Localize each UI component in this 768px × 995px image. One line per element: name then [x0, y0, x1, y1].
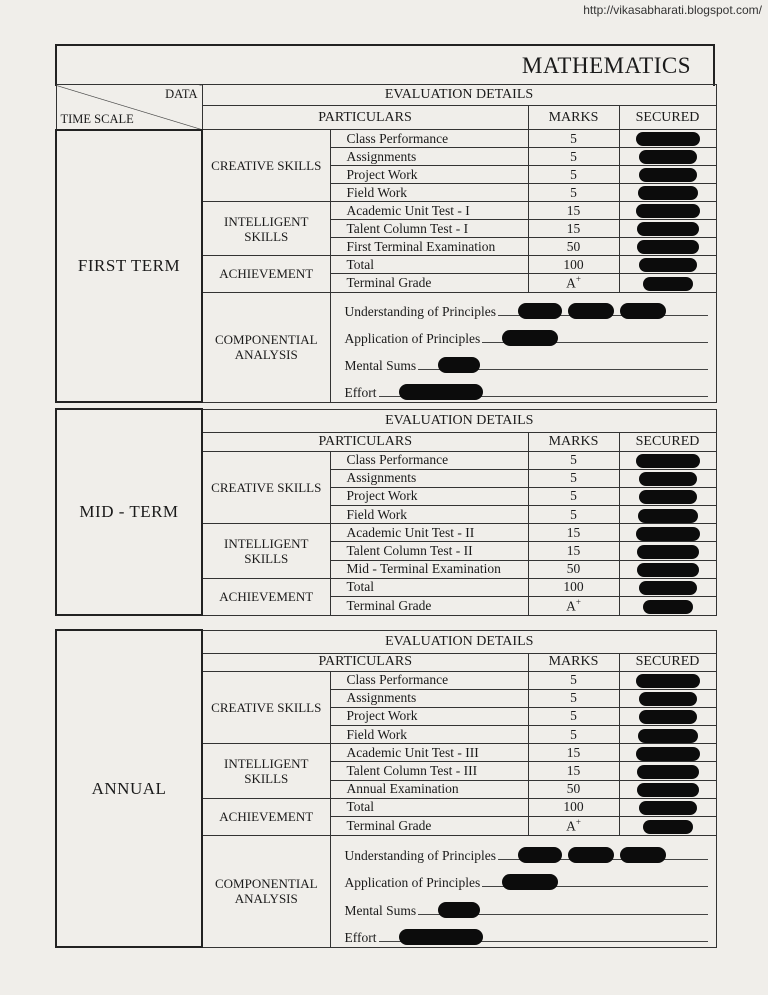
marks-header: MARKS [528, 106, 619, 130]
particular-name: Class Performance [330, 451, 528, 469]
marks-value [528, 506, 619, 524]
evaluation-details-header: EVALUATION DETAILS [202, 85, 716, 106]
redaction-mark [638, 509, 698, 523]
particular-name: Class Performance [330, 130, 528, 148]
marks-text: 5 [570, 672, 577, 688]
marks-value [528, 148, 619, 166]
secured-value-redacted [619, 148, 716, 166]
marks-header: MARKS [528, 432, 619, 451]
marks-text: 5 [570, 452, 577, 468]
marks-value [528, 202, 619, 220]
marks-value [528, 560, 619, 578]
report-sheet [55, 44, 715, 956]
redaction-mark [399, 929, 483, 945]
term-label: FIRST TERM [56, 130, 202, 403]
componential-line [331, 891, 716, 919]
redaction-mark [502, 874, 558, 890]
creative-skills-group: CREATIVE SKILLS [202, 671, 330, 744]
term-section-1 [55, 408, 717, 616]
marks-text: 5 [570, 470, 577, 486]
particulars-header: PARTICULARS [202, 106, 528, 130]
marks-value [528, 762, 619, 780]
achievement-skills-group: ACHIEVEMENT [202, 256, 330, 293]
componential-answer-line [418, 355, 707, 370]
particular-name: Project Work [330, 166, 528, 184]
evaluation-details-header: EVALUATION DETAILS [202, 409, 716, 432]
particular-name: Talent Column Test - I [330, 220, 528, 238]
redaction-mark [518, 303, 562, 319]
particulars-header: PARTICULARS [202, 432, 528, 451]
redaction-mark [636, 747, 700, 761]
componential-analysis-group: COMPONENTIAL ANALYSIS [202, 292, 330, 402]
marks-value [528, 798, 619, 816]
corner-timescale-label: TIME SCALE [60, 111, 134, 126]
marks-value [528, 220, 619, 238]
secured-value-redacted [619, 506, 716, 524]
marks-value [528, 726, 619, 744]
particular-name: Annual Examination [330, 780, 528, 798]
componential-line [331, 293, 716, 320]
secured-value-redacted [619, 220, 716, 238]
marks-text: 5 [570, 488, 577, 504]
secured-value-redacted [619, 707, 716, 725]
componential-answer-line [418, 900, 707, 915]
particular-name: Terminal Grade [330, 274, 528, 293]
componential-line [331, 374, 716, 401]
term-section-2 [55, 629, 717, 948]
marks-value [528, 487, 619, 505]
secured-value-redacted [619, 762, 716, 780]
marks-text: A [566, 598, 576, 614]
redaction-mark [637, 783, 699, 797]
redaction-mark [643, 277, 693, 291]
secured-value-redacted [619, 184, 716, 202]
redaction-mark [568, 303, 614, 319]
particular-name: Total [330, 798, 528, 816]
componential-analysis-group: COMPONENTIAL ANALYSIS [202, 835, 330, 947]
creative-skills-group: CREATIVE SKILLS [202, 451, 330, 524]
secured-value-redacted [619, 274, 716, 293]
redaction-mark [636, 527, 700, 541]
marks-text: 5 [570, 506, 577, 522]
particular-name: Project Work [330, 487, 528, 505]
redaction-mark [438, 357, 480, 373]
marks-value [528, 451, 619, 469]
marks-header: MARKS [528, 653, 619, 671]
secured-value-redacted [619, 451, 716, 469]
secured-header: SECURED [619, 653, 716, 671]
redaction-mark [643, 600, 693, 614]
componential-line [331, 864, 716, 892]
particular-name: Talent Column Test - III [330, 762, 528, 780]
redaction-mark [568, 847, 614, 863]
redaction-mark [637, 765, 699, 779]
redaction-mark [620, 303, 666, 319]
componential-answer-line [379, 927, 708, 942]
particular-name: Total [330, 578, 528, 596]
particular-name: Mid - Terminal Examination [330, 560, 528, 578]
secured-value-redacted [619, 166, 716, 184]
intelligent-skills-group: INTELLIGENT SKILLS [202, 524, 330, 579]
marks-text: 15 [566, 763, 581, 779]
marks-text: 5 [570, 130, 577, 146]
componential-label: Effort [344, 930, 377, 945]
redaction-mark [502, 330, 558, 346]
grade-plus: + [575, 274, 581, 284]
redaction-mark [639, 581, 697, 595]
redaction-mark [399, 384, 483, 400]
particular-name: Terminal Grade [330, 597, 528, 616]
componential-label: Mental Sums [344, 902, 417, 918]
particular-name: Academic Unit Test - III [330, 744, 528, 762]
secured-value-redacted [619, 238, 716, 256]
componential-answer-line [379, 382, 708, 397]
redaction-mark [620, 847, 666, 863]
redaction-mark [639, 258, 697, 272]
marks-value [528, 578, 619, 596]
secured-value-redacted [619, 256, 716, 274]
watermark-url: http://vikasabharati.blogspot.com/ [583, 3, 762, 17]
particular-name: Assignments [330, 469, 528, 487]
redaction-mark [636, 674, 700, 688]
particular-name: Talent Column Test - II [330, 542, 528, 560]
intelligent-skills-group: INTELLIGENT SKILLS [202, 744, 330, 799]
secured-value-redacted [619, 130, 716, 148]
componential-label: Application of Principles [344, 331, 481, 346]
marks-value [528, 744, 619, 762]
secured-value-redacted [619, 487, 716, 505]
particular-name: Field Work [330, 726, 528, 744]
marks-value [528, 671, 619, 689]
componential-line [331, 320, 716, 347]
redaction-mark [639, 168, 697, 182]
componential-label: Mental Sums [344, 358, 417, 373]
grade-plus: + [575, 817, 581, 827]
marks-value [528, 597, 619, 616]
marks-value [528, 166, 619, 184]
marks-value [528, 689, 619, 707]
secured-value-redacted [619, 798, 716, 816]
redaction-mark [438, 902, 480, 918]
componential-answer-line [498, 845, 708, 860]
marks-value [528, 274, 619, 293]
secured-value-redacted [619, 578, 716, 596]
secured-value-redacted [619, 542, 716, 560]
marks-value [528, 130, 619, 148]
intelligent-skills-group: INTELLIGENT SKILLS [202, 202, 330, 256]
componential-analysis-lines [330, 835, 716, 947]
marks-value [528, 238, 619, 256]
term-label: ANNUAL [56, 630, 202, 947]
marks-text: 15 [566, 220, 581, 236]
corner-cell [56, 85, 202, 130]
marks-value [528, 256, 619, 274]
marks-text: 50 [566, 781, 581, 797]
secured-value-redacted [619, 469, 716, 487]
marks-text: 15 [566, 524, 581, 540]
secured-value-redacted [619, 524, 716, 542]
marks-text: 50 [566, 561, 581, 577]
marks-text: 5 [570, 726, 577, 742]
secured-value-redacted [619, 817, 716, 836]
componential-answer-line [498, 301, 708, 316]
achievement-skills-group: ACHIEVEMENT [202, 578, 330, 615]
subject-title: MATHEMATICS [521, 53, 691, 78]
creative-skills-group: CREATIVE SKILLS [202, 130, 330, 202]
marks-text: 100 [563, 579, 584, 595]
componential-label: Effort [344, 385, 377, 400]
marks-value [528, 817, 619, 836]
secured-value-redacted [619, 597, 716, 616]
secured-value-redacted [619, 744, 716, 762]
componential-label: Understanding of Principles [344, 304, 496, 319]
particular-name: Academic Unit Test - II [330, 524, 528, 542]
secured-value-redacted [619, 689, 716, 707]
secured-value-redacted [619, 202, 716, 220]
redaction-mark [636, 454, 700, 468]
redaction-mark [639, 150, 697, 164]
redaction-mark [643, 820, 693, 834]
marks-text: 5 [570, 708, 577, 724]
grade-plus: + [575, 597, 581, 607]
redaction-mark [639, 801, 697, 815]
particular-name: Class Performance [330, 671, 528, 689]
subject-header [55, 44, 715, 86]
marks-value [528, 184, 619, 202]
secured-header: SECURED [619, 106, 716, 130]
marks-text: 50 [566, 238, 581, 254]
secured-value-redacted [619, 671, 716, 689]
marks-text: A [566, 818, 576, 834]
redaction-mark [637, 545, 699, 559]
marks-text: A [566, 275, 576, 291]
term-section-0 [55, 84, 717, 403]
achievement-skills-group: ACHIEVEMENT [202, 798, 330, 835]
redaction-mark [639, 472, 697, 486]
redaction-mark [639, 692, 697, 706]
particulars-header: PARTICULARS [202, 653, 528, 671]
marks-text: 15 [566, 543, 581, 559]
particular-name: First Terminal Examination [330, 238, 528, 256]
marks-value [528, 542, 619, 560]
marks-text: 5 [570, 184, 577, 200]
secured-value-redacted [619, 780, 716, 798]
secured-value-redacted [619, 560, 716, 578]
componential-line [331, 836, 716, 864]
marks-value [528, 469, 619, 487]
marks-text: 5 [570, 690, 577, 706]
componential-line [331, 347, 716, 374]
componential-answer-line [482, 872, 707, 887]
particular-name: Academic Unit Test - I [330, 202, 528, 220]
componential-label: Understanding of Principles [344, 847, 496, 863]
corner-data-label: DATA [165, 87, 198, 101]
marks-text: 100 [563, 256, 584, 272]
redaction-mark [637, 222, 699, 236]
redaction-mark [518, 847, 562, 863]
marks-text: 15 [566, 744, 581, 760]
marks-text: 15 [566, 202, 581, 218]
particular-name: Field Work [330, 506, 528, 524]
particular-name: Assignments [330, 689, 528, 707]
componential-analysis-lines [330, 292, 716, 402]
componential-answer-line [482, 328, 707, 343]
marks-value [528, 780, 619, 798]
redaction-mark [637, 240, 699, 254]
redaction-mark [639, 710, 697, 724]
evaluation-details-header: EVALUATION DETAILS [202, 630, 716, 653]
redaction-mark [638, 729, 698, 743]
redaction-mark [639, 490, 697, 504]
particular-name: Project Work [330, 707, 528, 725]
particular-name: Terminal Grade [330, 817, 528, 836]
marks-text: 100 [563, 799, 584, 815]
particular-name: Total [330, 256, 528, 274]
marks-text: 5 [570, 166, 577, 182]
secured-value-redacted [619, 726, 716, 744]
term-label: MID - TERM [56, 409, 202, 615]
redaction-mark [637, 563, 699, 577]
componential-line [331, 919, 716, 947]
particular-name: Assignments [330, 148, 528, 166]
marks-value [528, 707, 619, 725]
componential-label: Application of Principles [344, 875, 481, 890]
marks-value [528, 524, 619, 542]
redaction-mark [638, 186, 698, 200]
redaction-mark [636, 132, 700, 146]
redaction-mark [636, 204, 700, 218]
marks-text: 5 [570, 148, 577, 164]
particular-name: Field Work [330, 184, 528, 202]
secured-header: SECURED [619, 432, 716, 451]
